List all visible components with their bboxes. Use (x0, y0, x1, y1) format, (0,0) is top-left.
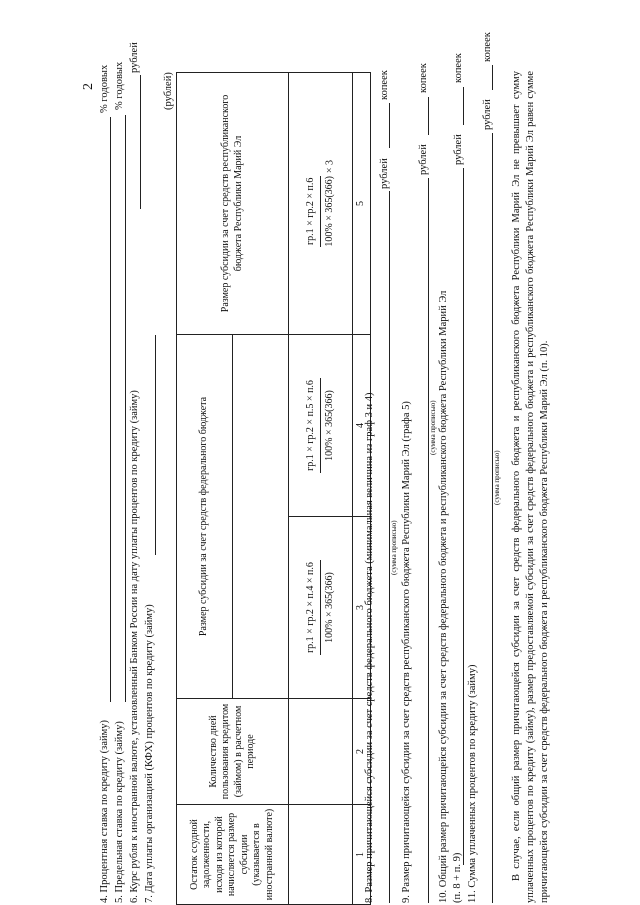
page-number: 2 (81, 83, 96, 90)
item-10-sum-line[interactable] (463, 168, 464, 865)
table-unit: (рублей) (163, 72, 174, 110)
item-11-kop-line[interactable] (492, 65, 493, 90)
item-8-kop-line[interactable] (389, 103, 390, 148)
item-10-kop: копеек (453, 53, 464, 83)
item-5-unit: % годовых (114, 61, 125, 110)
col-4-formula (289, 334, 353, 516)
item-9-kop-line[interactable] (428, 97, 429, 135)
item-9-kop: копеек (418, 63, 429, 93)
col-3-denominator: 100% × 365(366) (324, 572, 335, 643)
final-note: В случае, если общий размер причитающейся субсидии за счет средств федерального бюджета и республиканского бюджета Республики Марий Эл не превышает сумму уплаченных процентов по кредиту (займу), размер предоставляемой субсидии за счет средств федерального бюджета и республиканского бюджета Республики Марий Эл равен сумме причитающейся субсидии за счет средств федерального бюджета и республиканского бюджета Республики Марий Эл (п. 10). (511, 71, 550, 903)
col-5-numerator: гр.1 × гр.2 × п.6 (305, 176, 322, 247)
subsidy-table (176, 72, 371, 905)
item-10-label: 10. Общий размер причитающейся субсидии за счет средств федерального бюджета и республиканского бюджета Республики Марий Эл (438, 290, 449, 903)
col-5-multiplier: × 3 (324, 160, 335, 174)
col-number-4: 4 (353, 334, 371, 516)
item-10-rub: рублей (453, 134, 464, 165)
item-11-label: 11. Сумма уплаченных процентов по кредиту (займу) (467, 664, 478, 903)
col-3-formula (289, 517, 353, 699)
col-number-5: 5 (353, 72, 371, 334)
table-formula-row (289, 72, 353, 904)
item-10-label-cont: (п. 8 + п. 9) (452, 852, 463, 903)
item-11-rub: рублей (482, 99, 493, 130)
item-11-kop: копеек (482, 32, 493, 62)
col-2-cell[interactable] (289, 699, 353, 805)
item-8-rub: рублей (379, 158, 390, 189)
col-3-numerator: гр.1 × гр.2 × п.4 × п.6 (305, 560, 322, 655)
item-6-unit: рублей (129, 42, 140, 73)
item-4-label: 4. Процентная ставка по кредиту (займу) (99, 720, 110, 903)
col-1-cell[interactable] (289, 805, 353, 905)
item-10-kop-line[interactable] (463, 87, 464, 125)
item-8-hint: (сумма прописью) (390, 520, 398, 575)
col-number-3: 3 (353, 517, 371, 699)
col-4-numerator: гр.1 × гр.2 × п.5 × п.6 (305, 378, 322, 473)
col-1-header: Остаток ссудной задолженности, исходя из которой начисляется размер субсидии (указывается в иностранной валюте) (177, 805, 289, 905)
item-9-label: 9. Размер причитающейся субсидии за счет средств республиканского бюджета Республики Марий Эл (графа 5) (401, 401, 412, 903)
col-5-formula (289, 72, 353, 334)
item-11-sum-line[interactable] (492, 133, 493, 903)
item-9-rub: рублей (418, 144, 429, 175)
col-number-1: 1 (353, 805, 371, 905)
col-3-4-header: Размер субсидии за счет средств федерального бюджета (177, 334, 233, 698)
item-5-label: 5. Предельная ставка по кредиту (займу) (114, 721, 125, 903)
item-6-line[interactable] (140, 75, 141, 209)
col-2-header: Количество дней пользования кредитом (займом) в расчетном периоде (177, 699, 289, 805)
item-9-hint: (сумма прописью) (429, 400, 437, 455)
item-4-line[interactable] (110, 117, 111, 702)
col-4-denominator: 100% × 365(366) (324, 390, 335, 461)
item-4-unit: % годовых (99, 64, 110, 113)
item-8-label: 8. Размер причитающейся субсидии за счет средств федерального бюджета (минимальная величина из граф 3 и 4) (364, 392, 375, 903)
item-8-kop: копеек (379, 70, 390, 100)
item-7-label: 7. Дата уплаты организацией (КФХ) процентов по кредиту (займу) (144, 604, 155, 903)
col-number-2: 2 (353, 699, 371, 805)
item-7-line[interactable] (155, 335, 156, 555)
item-11-hint: (сумма прописью) (493, 450, 501, 505)
item-9-sum-line[interactable] (428, 178, 429, 903)
col-5-header: Размер субсидии за счет средств республиканского бюджета Республики Марий Эл (177, 72, 289, 334)
item-5-line[interactable] (125, 115, 126, 702)
item-6-label: 6. Курс рубля к иностранной валюте, установленный Банком России на дату уплаты процентов по кредиту (займу) (129, 390, 140, 903)
col-5-denominator: 100% × 365(366) (324, 176, 335, 247)
table-header-row (177, 72, 233, 904)
